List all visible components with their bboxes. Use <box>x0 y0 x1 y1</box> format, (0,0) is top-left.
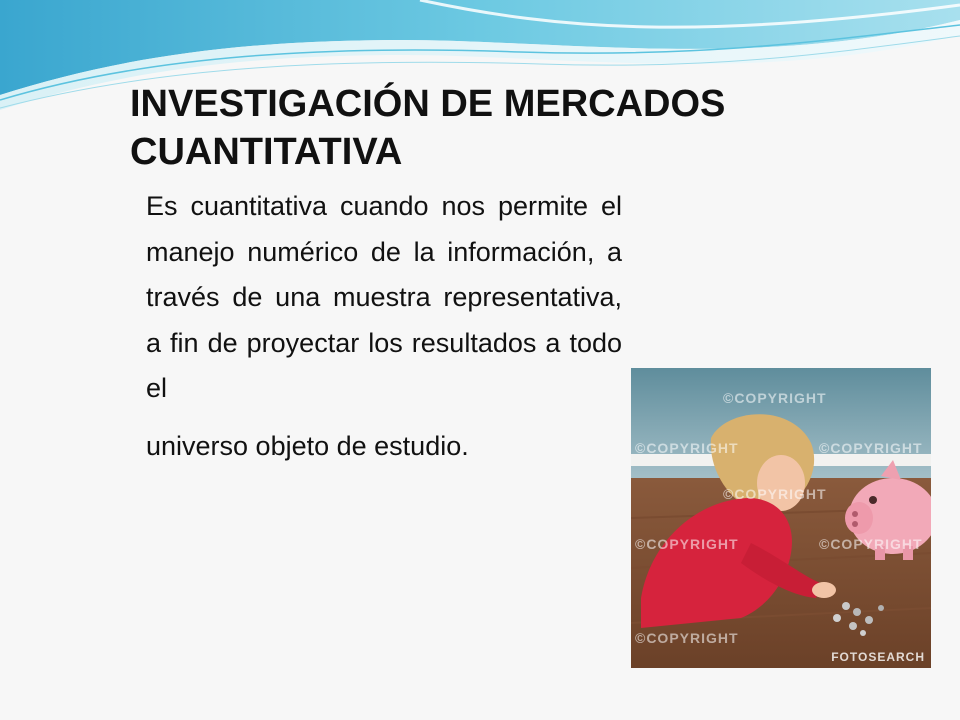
photo-watermark: ©COPYRIGHT <box>819 536 923 552</box>
photo-watermark: ©COPYRIGHT <box>723 390 827 406</box>
photo-watermark: ©COPYRIGHT <box>635 630 739 646</box>
photo-watermark: ©COPYRIGHT <box>819 440 923 456</box>
body-paragraph-main: Es cuantitativa cuando nos permite el manejo numérico de la información, a través de una muestra representativa, a fin de proyectar los resultados a todo el <box>146 191 622 403</box>
photo-brand-watermark: FOTOSEARCH <box>831 650 925 664</box>
photo-watermark: ©COPYRIGHT <box>635 440 739 456</box>
slide-title: INVESTIGACIÓN DE MERCADOS CUANTITATIVA <box>130 83 726 173</box>
slide-body-text <box>146 184 622 469</box>
stock-photo-girl-counting-coins-piggy-bank <box>631 368 931 668</box>
body-paragraph-last-line: universo objeto de estudio. <box>146 430 469 461</box>
photo-watermark: ©COPYRIGHT <box>635 536 739 552</box>
photo-watermark: ©COPYRIGHT <box>723 486 827 502</box>
photo-illustration <box>631 368 931 668</box>
